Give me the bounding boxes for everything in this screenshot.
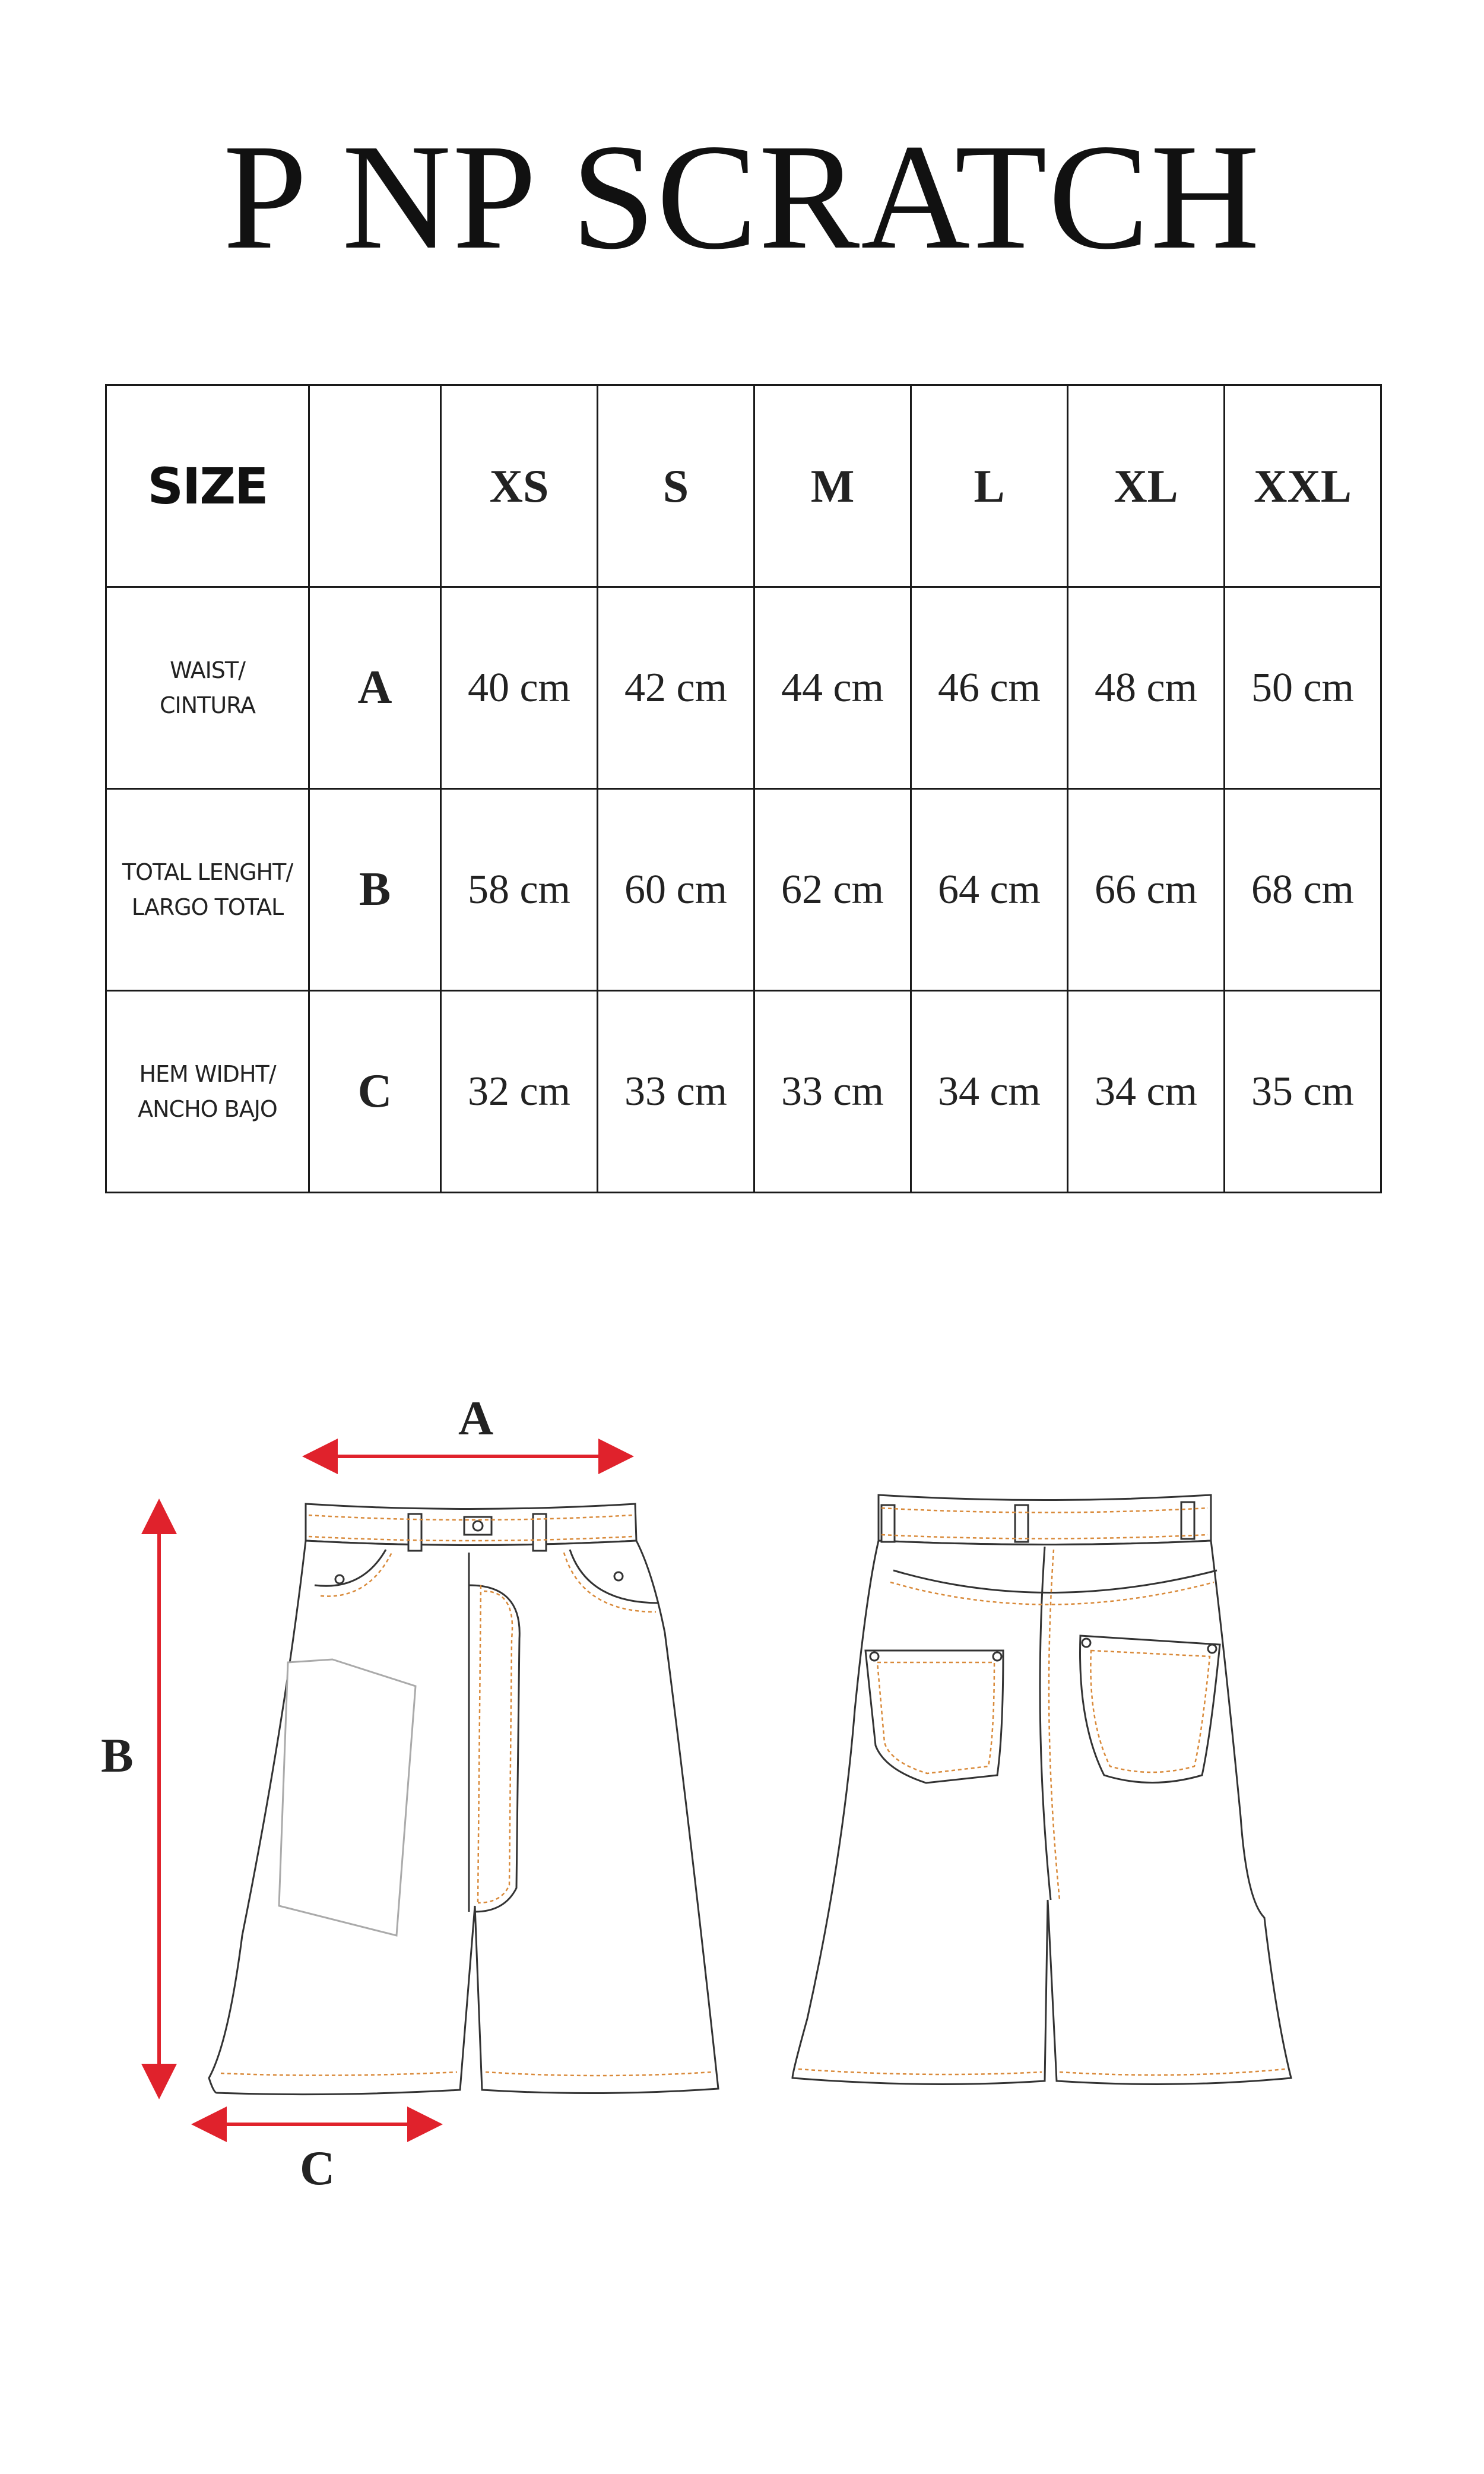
row-label-cell: [106, 587, 309, 789]
row-label-line1: HEM WIDHT/: [139, 1060, 276, 1087]
size-column-header: [911, 385, 1068, 587]
table-row: [106, 789, 1381, 991]
cell-value: 33 cm: [781, 1068, 884, 1114]
cell-value: 34 cm: [937, 1068, 1041, 1114]
size-column-header: [754, 385, 911, 587]
table-cell: [598, 587, 754, 789]
table-cell: [1068, 991, 1225, 1193]
table-cell: [1225, 991, 1381, 1193]
table-cell: [754, 789, 911, 991]
empty-header-cell: [309, 385, 441, 587]
cell-value: 60 cm: [624, 866, 728, 913]
size-column-header: [1225, 385, 1381, 587]
row-label-cell: [106, 789, 309, 991]
table-cell: [1225, 587, 1381, 789]
row-label-line1: WAIST/: [170, 657, 245, 683]
measure-label-b: B: [101, 1728, 134, 1782]
cell-value: 46 cm: [937, 664, 1041, 711]
cell-value: 35 cm: [1251, 1068, 1355, 1114]
cell-value: 62 cm: [781, 866, 884, 913]
size-chart-table: [105, 384, 1382, 1193]
cell-value: 40 cm: [467, 664, 571, 711]
row-label-line1: TOTAL LENGHT/: [122, 859, 293, 885]
row-letter-cell: [309, 991, 441, 1193]
size-column-header: [441, 385, 598, 587]
cell-value: 34 cm: [1094, 1068, 1198, 1114]
shorts-back-view: [792, 1495, 1291, 2084]
table-cell: [1068, 789, 1225, 991]
size-s: S: [662, 460, 689, 512]
table-cell: [441, 991, 598, 1193]
shorts-technical-drawing: [0, 1306, 1484, 2167]
table-cell: [598, 991, 754, 1193]
shorts-front-view: [209, 1504, 718, 2095]
size-xl: XL: [1114, 460, 1178, 512]
table-cell: [1225, 789, 1381, 991]
size-xs: XS: [489, 460, 549, 512]
table-cell: [1068, 587, 1225, 789]
table-cell: [598, 789, 754, 991]
cell-value: 50 cm: [1251, 664, 1355, 711]
page-title: P NP SCRATCH: [223, 113, 1261, 281]
table-cell: [911, 587, 1068, 789]
table-cell: [441, 789, 598, 991]
cell-value: 58 cm: [467, 866, 571, 913]
size-column-header: [598, 385, 754, 587]
cell-value: 68 cm: [1251, 866, 1355, 913]
row-letter: B: [359, 863, 391, 916]
cell-value: 42 cm: [624, 664, 728, 711]
table-cell: [911, 789, 1068, 991]
cell-value: 33 cm: [624, 1068, 728, 1114]
row-label-line2: CINTURA: [159, 692, 256, 718]
table-cell: [911, 991, 1068, 1193]
size-m: M: [810, 460, 855, 512]
table-cell: [441, 587, 598, 789]
row-letter-cell: [309, 587, 441, 789]
table-cell: [754, 587, 911, 789]
size-column-header: [1068, 385, 1225, 587]
row-letter-cell: [309, 789, 441, 991]
row-label-line2: ANCHO BAJO: [138, 1095, 277, 1122]
measure-label-a: A: [458, 1391, 494, 1445]
size-header-cell: [106, 385, 309, 587]
cell-value: 48 cm: [1094, 664, 1198, 711]
size-label: SIZE: [147, 457, 268, 515]
cell-value: 66 cm: [1094, 866, 1198, 913]
cell-value: 32 cm: [467, 1068, 571, 1114]
size-l: L: [974, 460, 1005, 512]
row-letter: A: [357, 661, 392, 714]
table-header-row: [106, 385, 1381, 587]
cell-value: 64 cm: [937, 866, 1041, 913]
size-xxl: XXL: [1254, 460, 1352, 512]
measure-label-c: C: [300, 2141, 335, 2195]
row-label-line2: LARGO TOTAL: [131, 894, 284, 920]
table-row: [106, 991, 1381, 1193]
table-row: [106, 587, 1381, 789]
row-letter: C: [357, 1065, 392, 1117]
row-label-cell: [106, 991, 309, 1193]
table-cell: [754, 991, 911, 1193]
cell-value: 44 cm: [781, 664, 884, 711]
